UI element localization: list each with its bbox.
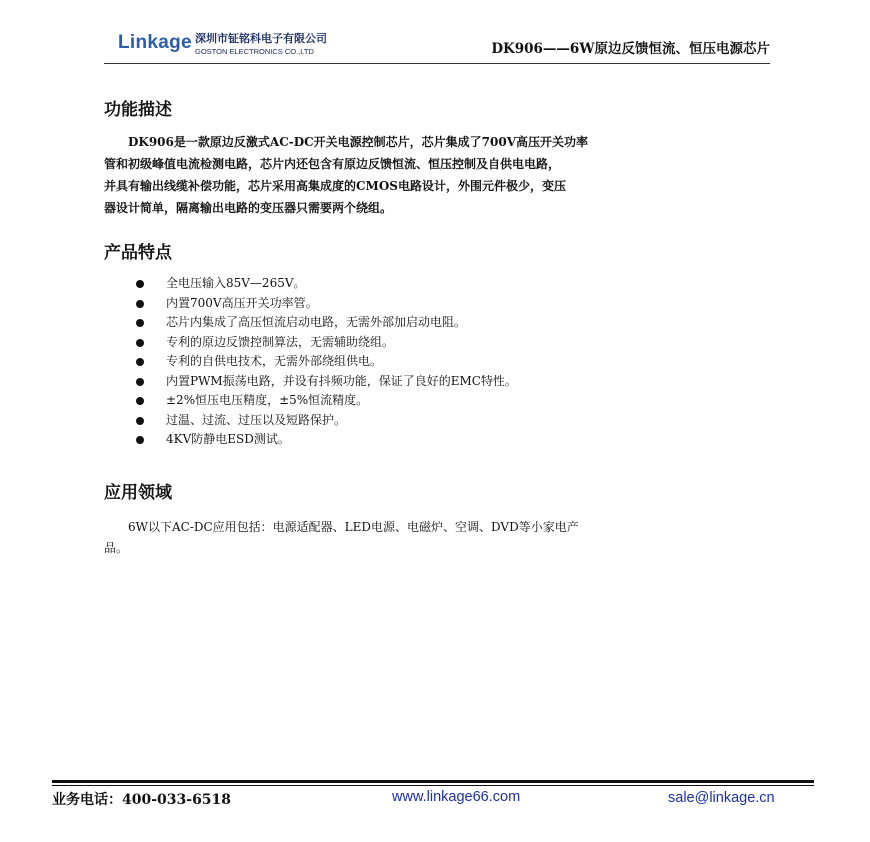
features-list <box>136 274 517 450</box>
list-item <box>136 294 517 314</box>
document-title: DK906——6W原边反馈恒流、恒压电源芯片 <box>491 41 770 57</box>
company-name-cn: 深圳市钲铭科电子有限公司 <box>195 32 327 45</box>
feature-text: 内置PWM振荡电路，并设有抖频功能，保证了良好的EMC特性。 <box>166 373 517 388</box>
feature-text: 专利的自供电技术，无需外部绕组供电。 <box>166 354 383 368</box>
feature-text: 全电压输入85V—265V。 <box>166 276 306 290</box>
bullet-icon <box>136 378 144 386</box>
bullet-icon <box>136 339 144 347</box>
description-line: 并具有输出线缆补偿功能，芯片采用高集成度的CMOS电路设计，外围元件极少，变压 <box>104 179 566 193</box>
description-line: 器设计简单，隔离输出电路的变压器只需要两个绕组。 <box>104 201 393 215</box>
footer-email-link[interactable]: sale@linkage.cn <box>668 790 775 806</box>
list-item <box>136 391 517 411</box>
footer-phone: 业务电话：400-033-6518 <box>52 792 232 808</box>
feature-text: 专利的原边反馈控制算法，无需辅助绕组。 <box>166 334 395 349</box>
description-paragraph <box>104 131 770 219</box>
list-item <box>136 411 517 431</box>
company-logo: Linkage <box>118 32 192 53</box>
list-item <box>136 352 517 372</box>
bullet-icon <box>136 397 144 405</box>
bullet-icon <box>136 280 144 288</box>
feature-text: 内置700V高压开关功率管。 <box>166 295 318 310</box>
company-name-block <box>195 30 327 56</box>
feature-text: ±2%恒压电压精度，±5%恒流精度。 <box>166 393 369 407</box>
bullet-icon <box>136 319 144 327</box>
list-item <box>136 430 517 450</box>
list-item <box>136 372 517 392</box>
bullet-icon <box>136 417 144 425</box>
heading-applications: 应用领域 <box>104 483 172 503</box>
applications-line: 品。 <box>104 541 129 555</box>
footer-divider-thick <box>52 780 814 783</box>
bullet-icon <box>136 436 144 444</box>
applications-line: 6W以下AC-DC应用包括：电源适配器、LED电源、电磁炉、空调、DVD等小家电产 <box>104 520 579 534</box>
bullet-icon <box>136 358 144 366</box>
bullet-icon <box>136 300 144 308</box>
page-header <box>104 26 770 66</box>
applications-paragraph <box>104 517 770 559</box>
list-item <box>136 274 517 294</box>
footer-website-link[interactable]: www.linkage66.com <box>392 789 521 805</box>
heading-features: 产品特点 <box>104 243 172 263</box>
description-line: DK906是一款原边反激式AC-DC开关电源控制芯片，芯片集成了700V高压开关功率 <box>104 135 589 149</box>
list-item <box>136 313 517 333</box>
footer-divider-thin <box>52 785 814 786</box>
description-line: 管和初级峰值电流检测电路，芯片内还包含有原边反馈恒流、恒压控制及自供电电路， <box>104 157 561 171</box>
feature-text: 芯片内集成了高压恒流启动电路，无需外部加启动电阻。 <box>166 315 467 329</box>
company-name-en: GOSTON ELECTRONICS CO.,LTD <box>195 47 314 56</box>
feature-text: 过温、过流、过压以及短路保护。 <box>166 412 347 427</box>
feature-text: 4KV防静电ESD测试。 <box>166 432 290 446</box>
header-divider <box>104 63 770 64</box>
heading-description: 功能描述 <box>104 100 172 120</box>
list-item <box>136 333 517 353</box>
